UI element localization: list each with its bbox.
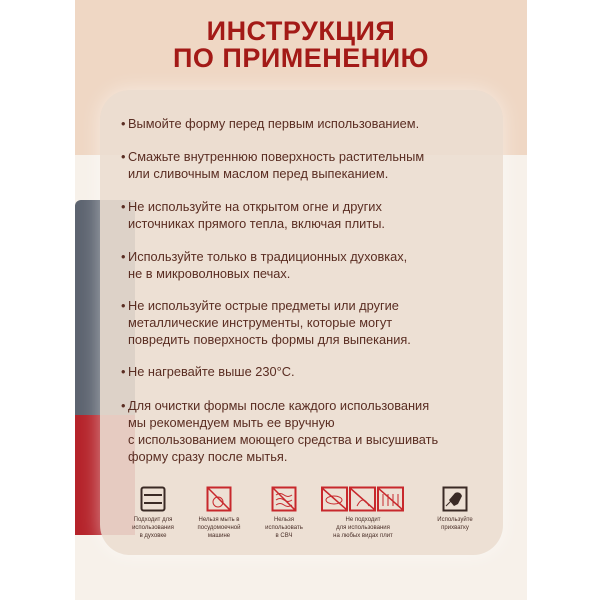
icon-label: Не подходит для использования на любых видах плит xyxy=(333,517,393,539)
instruction-text: Для очистки формы после каждого использования мы рекомендуем мыть ее вручную с использованием моющего средства и высушивать форму сразу после мытья. xyxy=(128,398,439,464)
instruction-text: Вымойте форму перед первым использованием. xyxy=(128,116,420,131)
oven-icon xyxy=(140,486,166,512)
icon-no-microwave xyxy=(254,486,314,540)
bullet: • xyxy=(121,364,126,379)
icon-no-stove xyxy=(318,486,408,540)
instruction-item xyxy=(121,297,411,348)
icon-oven xyxy=(118,486,188,540)
icon-label: Нельзя использовать в СВЧ xyxy=(265,517,303,539)
no-microwave-icon xyxy=(271,486,297,512)
no-dishwasher-icon xyxy=(206,486,232,512)
title-line-2: ПО ПРИМЕНЕНИЮ xyxy=(173,43,429,73)
icon-label: Используйте прихватку xyxy=(437,517,473,531)
usage-icons xyxy=(118,486,498,546)
title-line-1: ИНСТРУКЦИЯ xyxy=(206,16,396,46)
instruction-item xyxy=(121,115,419,132)
page-title xyxy=(75,18,527,72)
icon-label: Подходит для использования в духовке xyxy=(132,517,174,539)
instruction-text: Не используйте острые предметы или другие металлические инструменты, которые могут повредить поверхность формы для выпекания. xyxy=(128,298,411,347)
bullet: • xyxy=(121,199,126,214)
icon-label: Нельзя мыть в посудомоечной машине xyxy=(197,517,241,539)
instruction-text: Используйте только в традиционных духовках, не в микроволновых печах. xyxy=(128,249,408,281)
instruction-item xyxy=(121,363,295,380)
instruction-text: Не нагревайте выше 230°С. xyxy=(128,364,295,379)
instruction-text: Не используйте на открытом огне и других источниках прямого тепла, включая плиты. xyxy=(128,199,385,231)
bullet: • xyxy=(121,116,126,131)
bullet: • xyxy=(121,249,126,264)
no-stove-icon xyxy=(321,486,405,512)
oven-mitt-icon xyxy=(442,486,468,512)
bullet: • xyxy=(121,298,126,313)
instruction-item xyxy=(121,248,407,282)
icon-oven-mitt xyxy=(420,486,490,532)
bullet: • xyxy=(121,149,126,164)
instruction-item xyxy=(121,148,424,182)
instruction-item xyxy=(121,198,385,232)
icon-no-dishwasher xyxy=(188,486,250,540)
bullet: • xyxy=(121,398,126,413)
instruction-text: Смажьте внутреннюю поверхность растительным или сливочным маслом перед выпеканием. xyxy=(128,149,425,181)
instruction-item xyxy=(121,397,438,465)
